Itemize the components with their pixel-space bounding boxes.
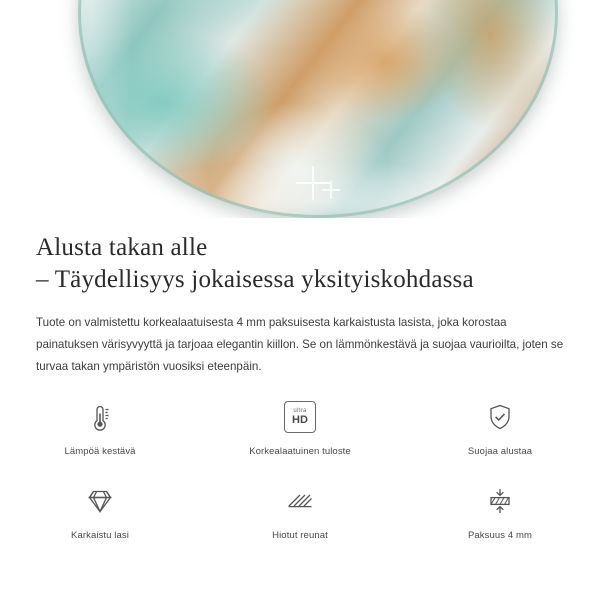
- feature-item-surface-protection: [400, 392, 600, 470]
- shield-check-icon: [483, 398, 517, 436]
- feature-label: Suojaa alustaa: [467, 446, 533, 457]
- round-glass-print-marble-artwork: [78, 0, 558, 218]
- feature-item-print-quality: [200, 392, 400, 470]
- feature-label: Karkaistu lasi: [71, 530, 129, 541]
- thickness-arrows-icon: [483, 482, 517, 520]
- feature-item-polished-edges: [200, 476, 400, 554]
- content-block: [0, 218, 600, 378]
- diamond-icon: [83, 482, 117, 520]
- polished-edges-icon: [283, 482, 317, 520]
- feature-label: Korkealaatuinen tuloste: [249, 446, 351, 457]
- page-title: [0, 218, 600, 296]
- feature-label: Lämpöä kestävä: [64, 446, 136, 457]
- feature-item-heat-resistant: [0, 392, 200, 470]
- badge-bottom-text: HD: [292, 414, 308, 426]
- feature-label: Paksuus 4 mm: [467, 530, 533, 541]
- feature-item-thickness: [400, 476, 600, 554]
- feature-label: Hiotut reunat: [272, 530, 328, 541]
- ultra-hd-badge-icon: [284, 398, 316, 436]
- product-description: Tuote on valmistettu korkealaatuisesta 4 mm paksuisesta karkaistusta lasista, joka korostaa painatuksen värisyvyyttä ja tarjoaa elegantin kiillon. Se on lämmönkestävä ja suojaa vaurioilta, joten se turvaa takan ympäristön vuosiksi eteenpäin.: [36, 316, 564, 373]
- feature-grid: [0, 392, 600, 554]
- headline-line-2: – Täydellisyys jokaisessa yksityiskohdassa: [36, 266, 474, 293]
- thermometer-icon: [83, 398, 117, 436]
- badge-top-text: ultra: [293, 408, 307, 414]
- feature-item-tempered-glass: [0, 476, 200, 554]
- hero-image: [0, 0, 600, 218]
- headline-line-1: Alusta takan alle: [36, 234, 208, 261]
